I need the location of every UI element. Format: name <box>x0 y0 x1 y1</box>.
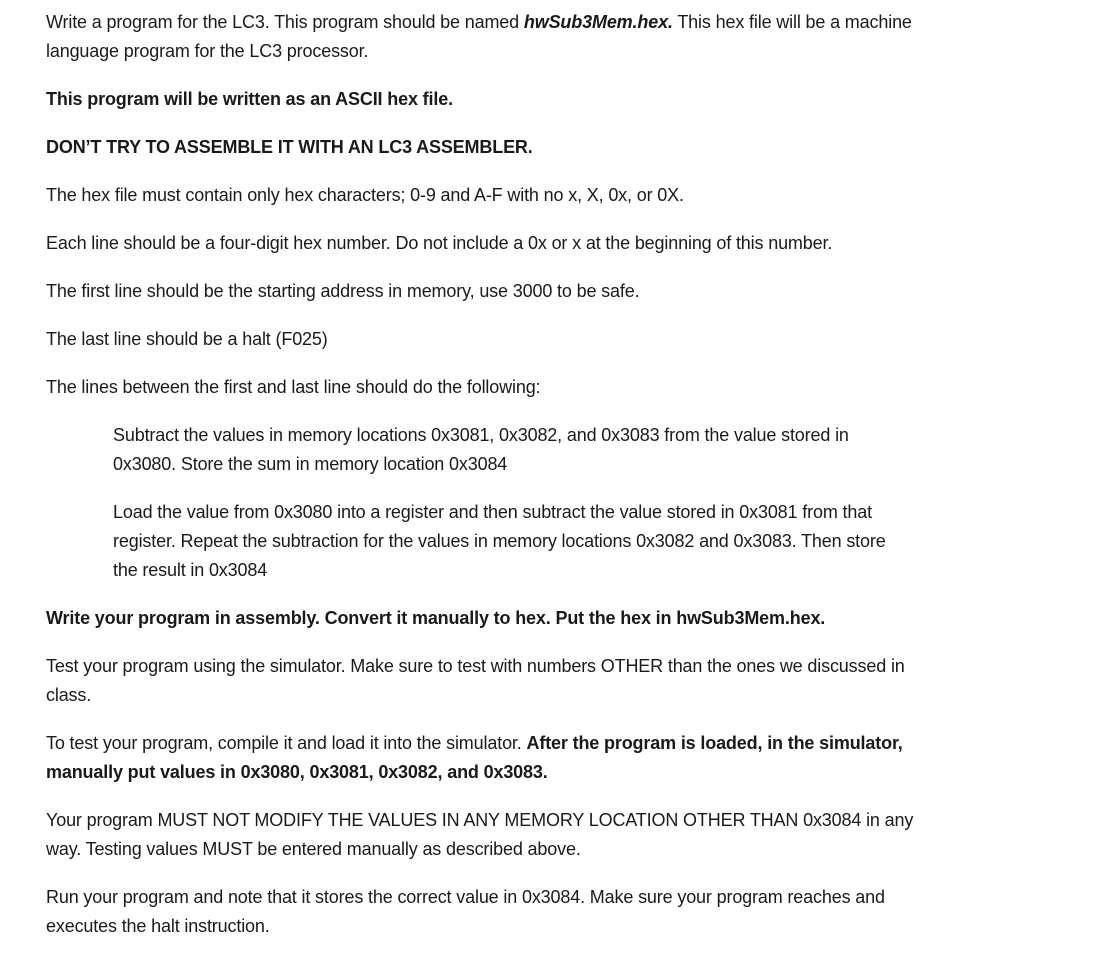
simulator-instruction-bold: After the program is loaded, in the simulator, manually put values in 0x3080, 0x3081, 0x3082, and 0x3083. <box>46 733 903 782</box>
assembler-warning: DON’T TRY TO ASSEMBLE IT WITH AN LC3 ASSEMBLER. <box>46 137 533 157</box>
program-filename: hwSub3Mem.hex. <box>523 12 673 32</box>
assignment-document <box>46 8 926 960</box>
simulator-instruction <box>46 729 926 787</box>
assembly-instruction: Write your program in assembly. Convert it manually to hex. Put the hex in hwSub3Mem.hex. <box>46 608 826 628</box>
intro-text-end: This hex file will be a machine language program for the LC3 processor. <box>46 12 912 61</box>
first-line-rule: The first line should be the starting address in memory, use 3000 to be safe. <box>46 281 640 301</box>
intro-paragraph <box>46 8 926 66</box>
hex-characters-rule: The hex file must contain only hex characters; 0-9 and A-F with no x, X, 0x, or 0X. <box>46 185 684 205</box>
last-line-rule: The last line should be a halt (F025) <box>46 329 328 349</box>
ascii-hex-note: This program will be written as an ASCII hex file. <box>46 89 453 109</box>
simulator-instruction-start: To test your program, compile it and load it into the simulator. <box>46 733 527 753</box>
testing-instruction: Test your program using the simulator. Make sure to test with numbers OTHER than the ones we discussed in class. <box>46 656 905 705</box>
task-description-2: Load the value from 0x3080 into a register and then subtract the value stored in 0x3081 from that register. Repeat the subtraction for the values in memory locations 0x3082 and 0x3083. Then store the result in 0x3084 <box>113 502 886 580</box>
intro-text-start: Write a program for the LC3. This program should be named <box>46 12 524 32</box>
middle-lines-intro: The lines between the first and last line should do the following: <box>46 377 541 397</box>
memory-modification-rule: Your program MUST NOT MODIFY THE VALUES IN ANY MEMORY LOCATION OTHER THAN 0x3084 in any way. Testing values MUST be entered manually as described above. <box>46 810 914 859</box>
run-instruction: Run your program and note that it stores the correct value in 0x3084. Make sure your program reaches and executes the halt instruction. <box>46 887 885 936</box>
line-format-rule: Each line should be a four-digit hex number. Do not include a 0x or x at the beginning of this number. <box>46 233 833 253</box>
task-description-1: Subtract the values in memory locations 0x3081, 0x3082, and 0x3083 from the value stored in 0x3080. Store the sum in memory location 0x3084 <box>113 425 849 474</box>
